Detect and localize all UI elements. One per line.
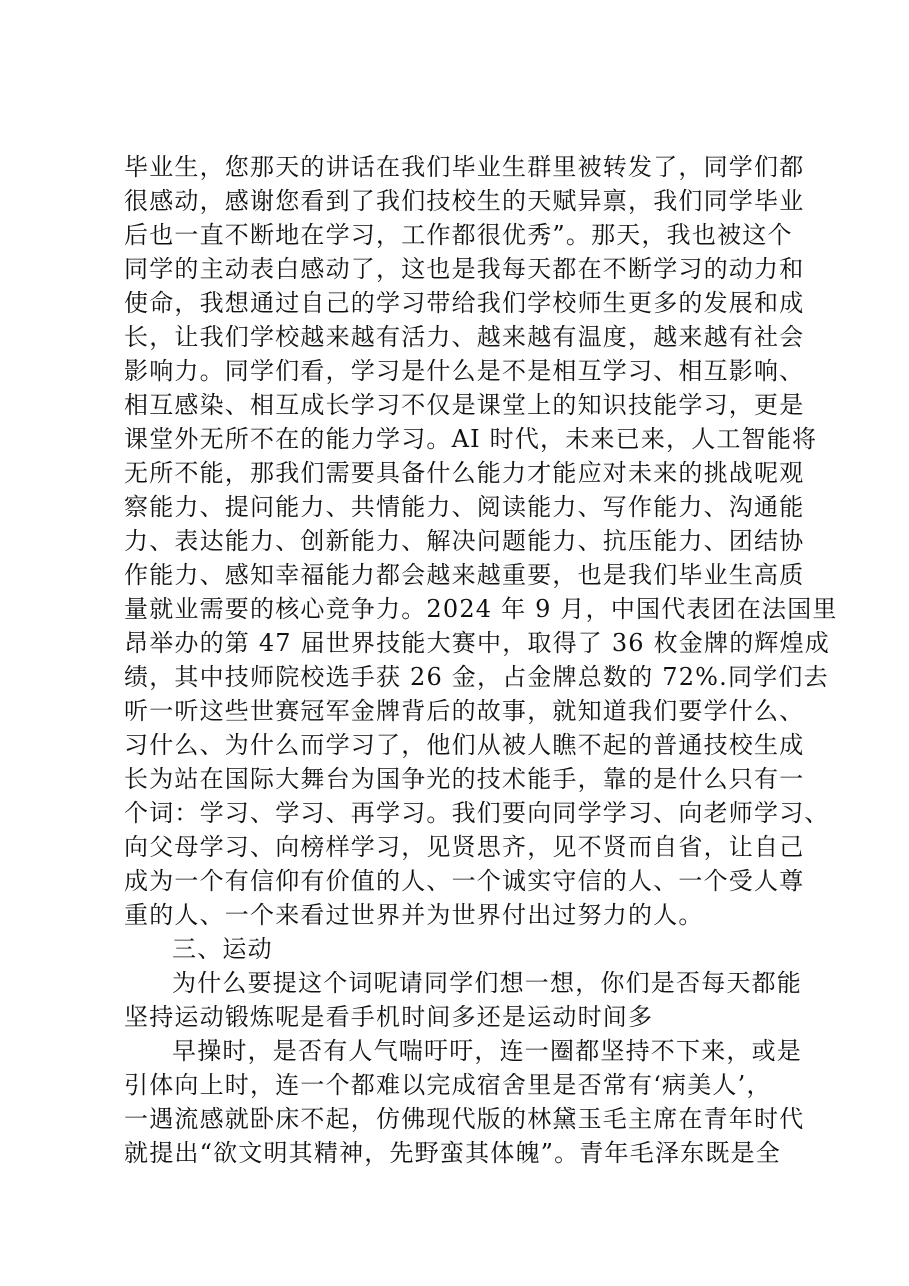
text-line: 个词：学习、学习、再学习。我们要向同学学习、向老师学习、 [124, 799, 830, 827]
text-line: 作能力、感知幸福能力都会越来越重要，也是我们毕业生高质 [124, 561, 805, 589]
text-line: 昂举办的第 47 届世界技能大赛中，取得了 36 枚金牌的辉煌成 [124, 629, 830, 657]
text-line: 量就业需要的核心竞争力。2024 年 9 月，中国代表团在法国里 [124, 595, 838, 623]
section-heading: 三、运动 [172, 935, 273, 963]
text-line: 向父母学习、向榜样学习，见贤思齐，见不贤而自省，让自己 [124, 833, 805, 861]
text-line: 长，让我们学校越来越有活力、越来越有温度，越来越有社会 [124, 323, 805, 351]
text-line: 相互感染、相互成长学习不仅是课堂上的知识技能学习，更是 [124, 391, 805, 419]
paragraph-3 [124, 1034, 805, 1170]
text-line: 坚持运动锻炼呢是看手机时间多还是运动时间多 [124, 1003, 654, 1031]
text-line: 早操时，是否有人气喘吁吁，连一圈都坚持不下来，或是 [172, 1037, 802, 1065]
text-line: 察能力、提问能力、共情能力、阅读能力、写作能力、沟通能 [124, 493, 805, 521]
text-line: 为什么要提这个词呢请同学们想一想，你们是否每天都能 [172, 969, 802, 997]
text-line: 听一听这些世赛冠军金牌背后的故事，就知道我们要学什么、 [124, 697, 805, 725]
text-line: 引体向上时，连一个都难以完成宿舍里是否常有‘病美人’， [124, 1071, 772, 1099]
text-line: 重的人、一个来看过世界并为世界付出过努力的人。 [124, 901, 704, 929]
text-line: 使命，我想通过自己的学习带给我们学校师生更多的发展和成 [124, 289, 805, 317]
text-line: 无所不能，那我们需要具备什么能力才能应对未来的挑战呢观 [124, 459, 805, 487]
document-body [124, 150, 838, 1170]
text-line: 就提出“欲文明其精神，先野蛮其体魄”。青年毛泽东既是全 [124, 1139, 781, 1167]
text-line: 绩，其中技师院校选手获 26 金，占金牌总数的 72%.同学们去 [124, 663, 829, 691]
text-line: 力、表达能力、创新能力、解决问题能力、抗压能力、团结协 [124, 527, 805, 555]
text-line: 后也一直不断地在学习，工作都很优秀”。那天，我也被这个 [124, 221, 793, 249]
paragraph-1 [124, 150, 838, 932]
text-line: 同学的主动表白感动了，这也是我每天都在不断学习的动力和 [124, 255, 805, 283]
text-line: 很感动，感谢您看到了我们技校生的天赋异禀，我们同学毕业 [124, 187, 805, 215]
text-line: 一遇流感就卧床不起，仿佛现代版的林黛玉毛主席在青年时代 [124, 1105, 805, 1133]
text-line: 习什么、为什么而学习了，他们从被人瞧不起的普通技校生成 [124, 731, 805, 759]
text-line: 毕业生，您那天的讲话在我们毕业生群里被转发了，同学们都 [124, 153, 805, 181]
text-line: 影响力。同学们看，学习是什么是不是相互学习、相互影响、 [124, 357, 805, 385]
text-line: 课堂外无所不在的能力学习。AI 时代，未来已来，人工智能将 [124, 425, 818, 453]
text-line: 长为站在国际大舞台为国争光的技术能手，靠的是什么只有一 [124, 765, 805, 793]
text-line: 成为一个有信仰有价值的人、一个诚实守信的人、一个受人尊 [124, 867, 805, 895]
paragraph-2 [124, 966, 802, 1034]
